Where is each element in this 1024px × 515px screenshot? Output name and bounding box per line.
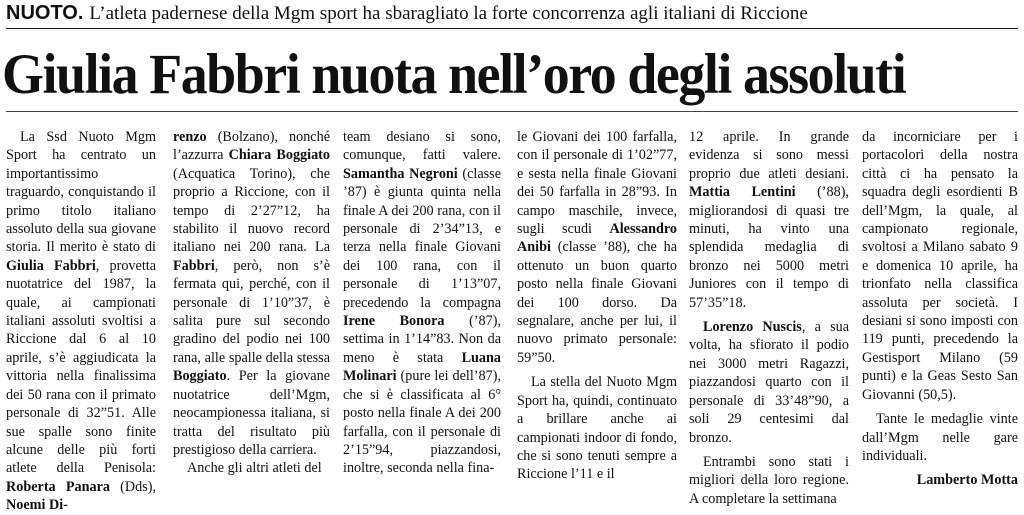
paragraph: La stella del Nuoto Mgm Sport ha, quindi, continuato a brillare anche ai campionati indoor di fondo, che si sono tenuti sempre a Riccione l’11 e il [517, 374, 677, 483]
article-column-3 [343, 128, 501, 477]
paragraph: Anche gli altri atleti del [187, 460, 322, 477]
kicker-row [6, 2, 1018, 29]
paragraph: le Giovani dei 100 farfalla, con il personale di 1’02”77, e sesta nella finale Giovani dei 50 farfalla in 28”93. In campo maschile, invece, sugli scudi Alessandro Anibi (classe ’88), che ha ottenuto un buon quarto posto nella finale Giovani dei 100 dorso. Da segnalare, anche per lui, il nuovo primato personale: 59”50. [517, 129, 677, 366]
paragraph: da incorniciare per i portacolori della nostra città ci ha pensato la squadra degli esordienti B dell’Mgm, la quale, al campionato regionale, svoltosi a Milano sabato 9 e domenica 10 aprile, ha trionfato nella classifica assoluta per società. I desiani si sono imposti con 119 punti, precedendo la Gestisport Milano (59 punti) e la Geas Sesto San Giovanni (50,5). [862, 129, 1018, 403]
paragraph: 12 aprile. In grande evidenza si sono messi proprio due atleti desiani. Mattia Lentini (’88), migliorandosi di quasi tre minuti, ha vinto una splendida medaglia di bronzo nei 5000 metri Juniores con il tempo di 57’35”18. [689, 129, 849, 311]
headline: Giulia Fabbri nuota nell’oro degli assoluti [2, 43, 906, 106]
paragraph: Entrambi sono stati i migliori della loro regione. A completare la settimana [689, 453, 849, 507]
paragraph: team desiano si sono, comunque, fatti valere. Samantha Negroni (classe ’87) è giunta quinta nella finale A dei 200 rana, con il personale di 2’34”13, e terza nella finale Giovani dei 100 rana, con il personale di 1’13”07, precedendo la compagna Irene Bonora (’87), settima in 1’14”83. Non da meno è stata Luana Molinari (pure lei dell’87), che si è classificata al 6° posto nella finale A dei 200 farfalla, con il personale di 2’15”94, piazzandosi, inoltre, seconda nella fina- [343, 129, 501, 477]
subheadline: L’atleta padernese della Mgm sport ha sbaragliato la forte concorrenza agli italiani di Riccione [89, 3, 808, 24]
article-column-4 [517, 128, 677, 483]
paragraph: La Ssd Nuoto Mgm Sport ha centrato un importantissimo traguardo, conquistando il primo titolo italiano assoluto della sua giovane storia. Il merito è stato di Giulia Fabbri, provetta nuotatrice del 1987, la quale, ai campionati italiani assoluti svoltisi a Riccione dal 6 al 10 aprile, s’è aggiudicata la vittoria nella finalissima dei 50 rana con il primato personale di 32”51. Alle sue spalle sono finite alcune delle più forti atlete della Penisola: Roberta Panara (Dds), Noemi Di- [6, 129, 157, 514]
author-signature: Lamberto Motta [916, 472, 1018, 489]
article-column-5 [689, 128, 849, 507]
section-kicker: NUOTO. [6, 2, 84, 24]
divider [6, 111, 1018, 112]
article-column-1 [6, 128, 157, 514]
paragraph: Lorenzo Nuscis, a sua volta, ha sfiorato il podio nei 3000 metri Ragazzi, piazzandosi quarto con il personale di 33’48”90, a soli 29 centesimi dal bronzo. [689, 319, 849, 446]
article-column-6 [862, 128, 1018, 489]
paragraph: renzo (Bolzano), nonché l’azzurra Chiara Boggiato (Acquatica Torino), che proprio a Riccione, con il tempo di 2’27”12, ha stabilito il nuovo record italiano nei 200 rana. La Fabbri, però, non s’è fermata qui, perché, con il personale di 1’10”37, è salita pure sul secondo gradino del podio nei 100 rana, alle spalle della stessa Boggiato. Per la giovane nuotatrice dell’Mgm, neocampionessa italiana, si tratta del risultato più prestigioso della carriera. [173, 129, 330, 458]
article-column-2 [173, 128, 330, 477]
paragraph: Tante le medaglie vinte dall’Mgm nelle gare individuali. [862, 411, 1018, 464]
